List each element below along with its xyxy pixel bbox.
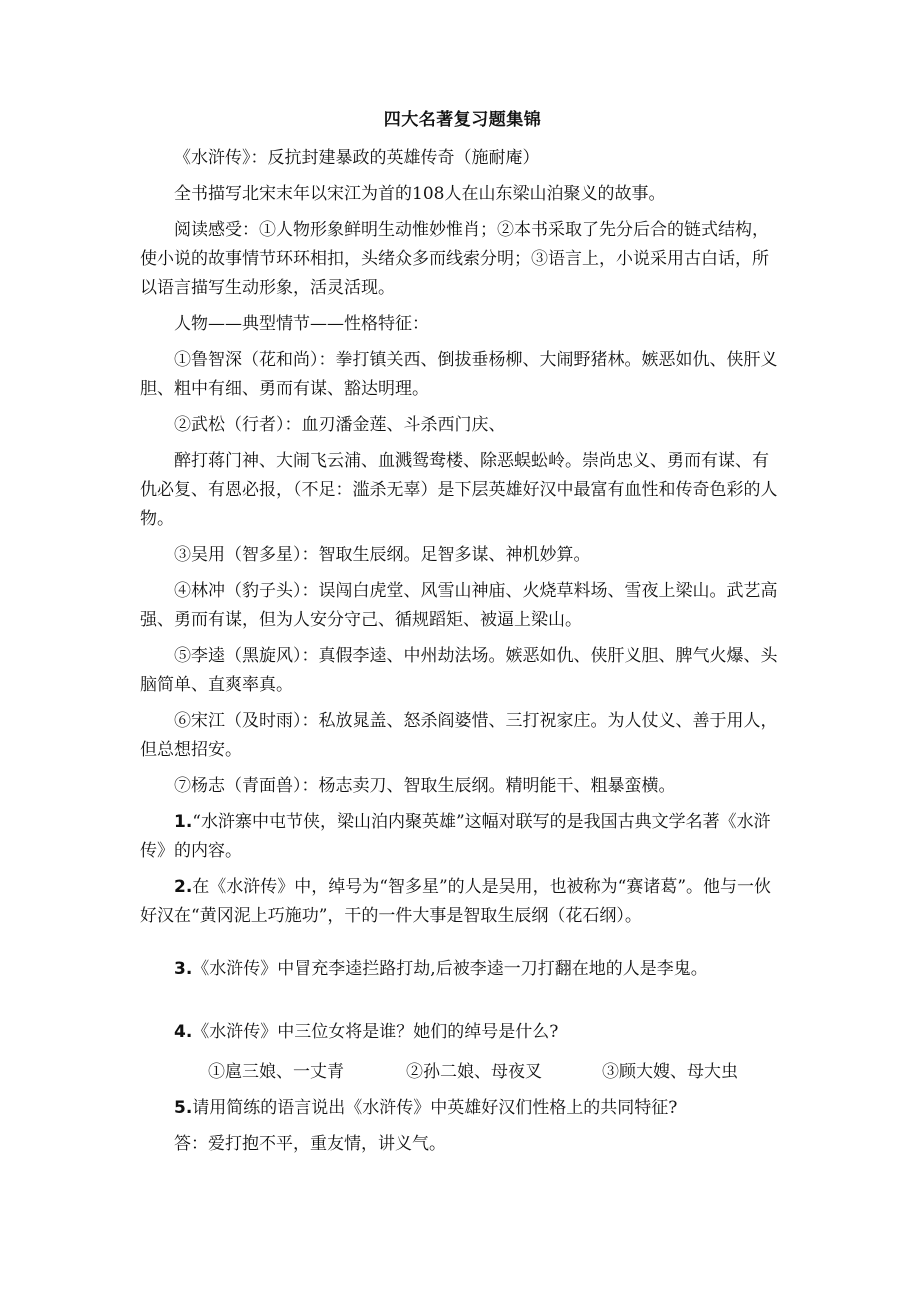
reading-paragraph: 阅读感受：①人物形象鲜明生动惟妙惟肖；②本书采取了先分后合的链式结构，使小说的故事情节环环相扣，头绪众多而线索分明；③语言上，小说采用古白话，所以语言描写生动形象，活灵活现。 [140, 220, 769, 298]
characters-heading: 人物——典型情节——性格特征： [174, 314, 429, 334]
question-text: “水浒寨中屯节侠，梁山泊内聚英雄”这幅对联写的是我国古典文学名著《水浒传》的内容。 [140, 812, 771, 861]
question-5 [140, 1094, 785, 1123]
question-3 [140, 955, 785, 984]
character-lu-zhishen: ①鲁智深（花和尚）：拳打镇关西、倒拔垂杨柳、大闹野猪林。嫉恶如仇、侠肝义胆、粗中有细、勇而有谋、豁达明理。 [140, 350, 778, 399]
question-text: 《水浒传》中冒充李逵拦路打劫,后被李逵一刀打翻在地的人是李鬼。 [192, 959, 708, 979]
question-text: 《水浒传》中三位女将是谁？她们的绰号是什么? [192, 1022, 559, 1042]
question-4-options [140, 1058, 785, 1087]
question-number: 3. [174, 959, 193, 979]
document-content [140, 108, 785, 1159]
question-2 [140, 873, 785, 931]
character-li-kui: ⑤李逵（黑旋风）：真假李逵、中州劫法场。嫉恶如仇、侠肝义胆、脾气火爆、头脑简单、直爽率真。 [140, 646, 778, 695]
character-wu-yong: ③吴用（智多星）：智取生辰纲。足智多谋、神机妙算。 [174, 545, 591, 565]
character-lin-chong: ④林冲（豹子头）：误闯白虎堂、风雪山神庙、火烧草料场、雪夜上梁山。武艺高强、勇而有谋，但为人安分守己、循规蹈矩、被逼上梁山。 [140, 581, 778, 630]
intro-line: 《水浒传》：反抗封建暴政的英雄传奇（施耐庵） [174, 148, 540, 168]
character-wu-song-continued: 醉打蒋门神、大闹飞云浦、血溅鸳鸯楼、除恶蜈蚣岭。崇尚忠义、勇而有谋、有仇必复、有恩必报，（不足：滥杀无辜）是下层英雄好汉中最富有血性和传奇色彩的人物。 [140, 451, 778, 529]
question-number: 2. [174, 877, 193, 897]
option-2: ②孙二娘、母夜叉 [406, 1062, 542, 1082]
question-number: 5. [174, 1098, 193, 1118]
question-5-answer: 答：爱打抱不平，重友情，讲义气。 [174, 1134, 446, 1154]
character-wu-song: ②武松（行者）：血刃潘金莲、斗杀西门庆、 [174, 415, 506, 435]
question-number: 4. [174, 1022, 193, 1042]
summary-paragraph: 全书描写北宋末年以宋江为首的108人在山东梁山泊聚义的故事。 [174, 184, 666, 204]
question-text: 请用简练的语言说出《水浒传》中英雄好汉们性格上的共同特征? [192, 1098, 678, 1118]
option-3: ③顾大嫂、母大虫 [602, 1062, 738, 1082]
character-song-jiang: ⑥宋江（及时雨）：私放晁盖、怒杀阎婆惜、三打祝家庄。为人仗义、善于用人，但总想招安。 [140, 711, 778, 760]
question-4 [140, 1018, 785, 1047]
question-number: 1. [174, 812, 193, 832]
option-1: ①扈三娘、一丈青 [208, 1062, 344, 1082]
character-yang-zhi: ⑦杨志（青面兽）：杨志卖刀、智取生辰纲。精明能干、粗暴蛮横。 [174, 776, 676, 796]
question-text: 在《水浒传》中，绰号为“智多星”的人是吴用，也被称为“赛诸葛”。他与一伙好汉在“黄冈泥上巧施功”，干的一件大事是智取生辰纲（花石纲）。 [140, 877, 772, 926]
question-1 [140, 808, 785, 866]
document-title: 四大名著复习题集锦 [383, 110, 542, 130]
